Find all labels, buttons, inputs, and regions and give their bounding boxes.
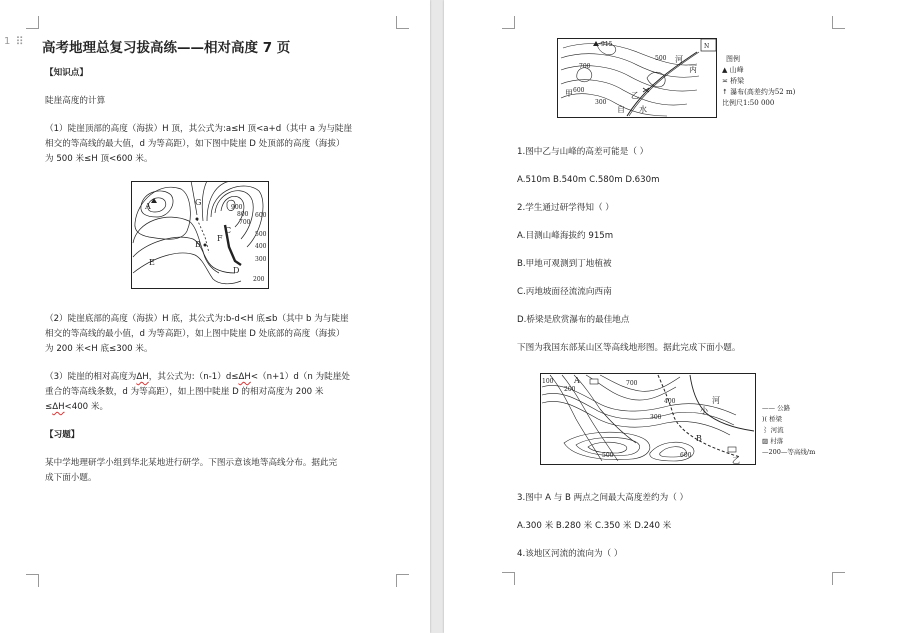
- contour-label: 300: [650, 414, 662, 421]
- crop-mark: [502, 16, 515, 29]
- map-1-legend: [722, 54, 795, 109]
- contour-label: 600: [255, 212, 267, 219]
- legend-item-label: 山峰: [729, 66, 744, 74]
- paragraph-line: 为 500 米≤H 顶<600 米。: [45, 154, 153, 164]
- legend-item-label: 等高线/m: [787, 448, 816, 456]
- river-icon: ⌇: [762, 426, 771, 434]
- contour-label: 200: [253, 276, 265, 283]
- contour-map-figure: [131, 181, 269, 289]
- bridge-icon: ≍: [722, 77, 731, 85]
- map-scale: 比例尺1:50 000: [722, 99, 775, 107]
- label-point-a: A: [145, 202, 151, 211]
- legend-item: [722, 65, 795, 76]
- legend-item-label: 桥梁: [769, 415, 783, 423]
- crop-mark: [832, 572, 845, 585]
- label-river-zi: 自: [617, 105, 625, 114]
- village-icon: ▨: [762, 437, 771, 445]
- label-place-jia: 甲: [565, 89, 573, 98]
- line-number: 1: [4, 36, 12, 47]
- paragraph-line: 相交的等高线的最大值，d 为等高距），如下图中陡崖 D 处顶部的高度（海拔）: [45, 139, 345, 149]
- contour-label: 900: [231, 204, 243, 211]
- map-2-legend: [762, 403, 815, 458]
- paragraph-line: 为 200 米<H 底≤300 米。: [45, 344, 153, 354]
- contour-label: 800: [237, 211, 249, 218]
- contour-label: 500: [255, 231, 267, 238]
- spellcheck-underlined-term[interactable]: ΔH: [52, 402, 65, 412]
- text-run: <400 米。: [64, 402, 109, 412]
- label-point-b: B: [195, 240, 201, 249]
- text-run: <（n+1）d（n 为陡崖处: [250, 372, 350, 382]
- legend-item: [762, 447, 815, 458]
- legend-item: [722, 87, 795, 98]
- label-point-d: D: [233, 266, 240, 275]
- question-2-option: B.甲地可观测到丁地植被: [517, 259, 612, 269]
- legend-item-label: 村落: [770, 437, 784, 445]
- contour-label: 400: [255, 243, 267, 250]
- contour-label: 400: [664, 398, 676, 405]
- crop-mark: [26, 574, 39, 587]
- text-run: （3）陡崖的相对高度为: [45, 372, 137, 382]
- bridge-icon: )(: [762, 415, 770, 423]
- crop-mark: [502, 572, 515, 585]
- label-river: 河: [675, 55, 683, 64]
- contour-label: 500: [655, 55, 667, 62]
- label-river-shui: 水: [639, 105, 647, 114]
- legend-item-label: 瀑布(高差约为52 m): [730, 88, 796, 96]
- paragraph-line: [45, 399, 108, 415]
- question-1: 1.图中乙与山峰的高差可能是（ ）: [517, 147, 649, 157]
- spellcheck-underlined-term[interactable]: ΔH: [238, 372, 251, 382]
- document-title: 高考地理总复习拔高练——相对高度 7 页: [42, 40, 291, 56]
- peak-elevation-label: 915: [601, 41, 613, 48]
- section-exercise-heading: 【习题】: [45, 430, 80, 440]
- contour-label: 300: [255, 256, 267, 263]
- question-3-options: A.300 米 B.280 米 C.350 米 D.240 米: [517, 521, 672, 531]
- legend-title: 图例: [726, 55, 740, 63]
- legend-item: [762, 414, 815, 425]
- paragraph-line: 相交的等高线的最小值，d 为等高距），如上图中陡崖 D 处底部的高度（海拔）: [45, 329, 345, 339]
- crop-mark: [832, 16, 845, 29]
- legend-item-label: 桥梁: [730, 77, 745, 85]
- legend-item-label: 公路: [777, 404, 791, 412]
- crop-mark: [396, 574, 409, 587]
- contour-label: 500: [602, 452, 614, 459]
- label-point-f: F: [217, 234, 223, 243]
- contour-label: 600: [573, 87, 585, 94]
- label-place-bing: 丙: [689, 65, 697, 74]
- label-point-b: B: [696, 434, 702, 443]
- contour-line-icon: —200—: [762, 448, 788, 456]
- legend-item: [762, 403, 815, 414]
- question-4: 4.该地区河流的流向为（ ）: [517, 549, 623, 559]
- contour-label: 600: [680, 452, 692, 459]
- legend-item-label: 河流: [770, 426, 784, 434]
- document-page-right: [444, 0, 902, 633]
- contour-label: 100: [542, 378, 554, 385]
- question-2-option: C.丙地坡面径流流向西南: [517, 287, 612, 297]
- text-run: ≤: [45, 402, 53, 412]
- label-point-c: C: [225, 226, 232, 235]
- question-2: 2.学生通过研学得知（ ）: [517, 203, 614, 213]
- paragraph-line: 重合的等高线条数，d 为等高距），如上图中陡崖 D 的相对高度为 200 米: [45, 387, 324, 397]
- legend-item: [762, 425, 815, 436]
- crop-mark: [396, 16, 409, 29]
- village-icon: [590, 379, 598, 384]
- contour-label: 700: [239, 219, 251, 226]
- paragraph-line: [45, 369, 350, 385]
- question-2-option: A.目测山峰海拔约 915m: [517, 231, 614, 241]
- paragraph-line: 某中学地理研学小组到华北某地进行研学。下图示意该地等高线分布。据此完: [45, 458, 338, 468]
- road-icon: ——: [762, 404, 778, 412]
- contour-label: 700: [579, 63, 591, 70]
- label-small: 小: [700, 406, 708, 415]
- label-point-e: E: [149, 258, 155, 267]
- text-run: ，其公式为:（n-1）d≤: [148, 372, 239, 382]
- paragraph-line: （1）陡崖顶部的高度（海拔）H 顶，其公式为:a≤H 顶<a+d（其中 a 为与陡崖: [45, 124, 353, 134]
- intro-paragraph: 下图为我国东部某山区等高线地形图。据此完成下面小题。: [517, 343, 741, 353]
- label-place-yi: 乙: [732, 456, 740, 465]
- peak-icon: ▲: [722, 66, 730, 74]
- contour-label: 200: [564, 386, 576, 393]
- label-place-yi: 乙: [631, 91, 639, 100]
- paragraph-drag-handle[interactable]: [4, 36, 24, 47]
- document-page-left: [0, 0, 430, 633]
- section-knowledge-heading: 【知识点】: [45, 68, 88, 78]
- paragraph-line: （2）陡崖底部的高度（海拔）H 底，其公式为:b-d<H 底≤b（其中 b 为与陡崖: [45, 314, 349, 324]
- question-2-option: D.桥梁是欣赏瀑布的最佳地点: [517, 315, 630, 325]
- paragraph-line: 成下面小题。: [45, 473, 97, 483]
- legend-item: [762, 436, 815, 447]
- contour-label: 300: [595, 99, 607, 106]
- village-icon: [728, 447, 736, 452]
- topographic-map-2: [540, 373, 756, 465]
- north-arrow-label: N: [704, 43, 710, 50]
- drag-grip-icon: ⠿: [15, 34, 25, 48]
- topographic-map-1: [557, 38, 717, 118]
- label-point-g: G: [195, 198, 202, 207]
- label-point-a: A: [574, 376, 580, 385]
- question-3: 3.图中 A 与 B 两点之间最大高度差约为（ ）: [517, 493, 689, 503]
- subheading: 陡崖高度的计算: [45, 96, 106, 106]
- legend-item: [722, 76, 795, 87]
- label-river: 河: [712, 396, 720, 405]
- question-1-options: A.510m B.540m C.580m D.630m: [517, 175, 660, 185]
- waterfall-icon: ↟: [722, 88, 731, 96]
- contour-label: 700: [626, 380, 638, 387]
- crop-mark: [26, 16, 39, 29]
- spellcheck-underlined-term[interactable]: ΔH: [136, 372, 149, 382]
